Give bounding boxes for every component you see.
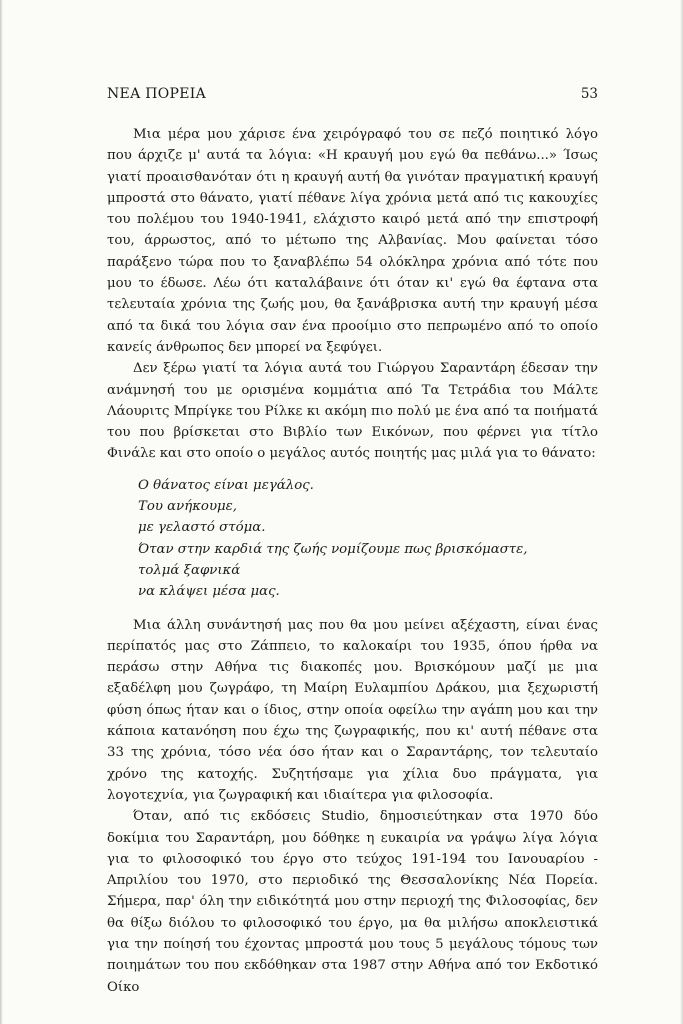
paragraph-1: Μια μέρα μου χάρισε ένα χειρόγραφό του σε πεζό ποιητικό λόγο που άρχιζε μ' αυτά τα λόγια: «Η κραυγή μου εγώ θα πεθάνω...» Ίσως γιατί προαισθανόταν ότι η κραυγή αυτή θα γινόταν πραγματική κραυγή μπροστά στο θάνατο, γιατί πέθανε λίγα χρόνια μετά από τις κακουχίες του πολέμου του 1940-1941, ελάχιστο καιρό μετά από την επιστροφή του, άρρωστος, από το μέτωπο της Αλβανίας. Μου φαίνεται τόσο παράξενο τώρα που το ξαναβλέπω 54 ολόκληρα χρόνια από τότε που μου το έδωσε. Λέω ότι καταλάβαινε ότι όταν κι' εγώ θα έφτανα στα τελευταία χρόνια της ζωής μου, θα ξανάβρισκα αυτή την κραυγή μέσα από τα δικά του λόγια σαν ένα προοίμιο στο πεπρωμένο από το οποίο κανείς άνθρωπος δεν μπορεί να ξεφύγει. bbox=[107, 127, 598, 355]
poem-line: να κλάψει μέσα μας. bbox=[138, 584, 280, 600]
paragraph-2: Δεν ξέρω γιατί τα λόγια αυτά του Γιώργου Σαραντάρη έδεσαν την ανάμνησή του με ορισμένα κομμάτια από Τα Τετράδια του Μάλτε Λάουριτς Μπρίγκε του Ρίλκε κι ακόμη πιο πολύ με ένα από τα ποιήματά του που βρίσκεται στο Βιβλίο των Εικόνων, που φέρνει για τίτλο Φινάλε και στο οποίο ο μεγάλος αυτός ποιητής μας μιλά για το θάνατο: bbox=[107, 361, 598, 462]
poem-line: τολμά ξαφνικά bbox=[138, 562, 241, 578]
running-head: ΝΕΑ ΠΟΡΕΙΑ bbox=[107, 86, 206, 102]
body-text bbox=[107, 124, 598, 998]
paragraph-3: Μια άλλη συνάντησή μας που θα μου μείνει αξέχαστη, είναι ένας περίπατός μας στο Ζάππειο, το καλοκαίρι του 1935, όπου ήρθα να περάσω στην Αθήνα τις διακοπές μου. Βρισκόμουν μαζί με μια εξαδέλφη μου ζωγράφο, τη Μαίρη Ευλαμπίου Δράκου, μια ξεχωριστή φύση όπως ήταν και ο ίδιος, στην οποία οφείλω την αγάπη μου και την κάποια κατανόηση που έχω της ζωγραφικής, που κι' αυτή πέθανε στα 33 της χρόνια, τόσο νέα όσο ήταν και ο Σαραντάρης, τον τελευταίο χρόνο της κατοχής. Συζητήσαμε για χίλια δυο πράγματα, για λογοτεχνία, για ζωγραφική και ιδιαίτερα για φιλοσοφία. bbox=[107, 617, 598, 803]
poem-line: με γελαστό στόμα. bbox=[138, 520, 266, 536]
page-header bbox=[107, 86, 598, 108]
page-number: 53 bbox=[580, 86, 598, 102]
page-edge-left bbox=[0, 0, 3, 1024]
poem-line: Ο θάνατος είναι μεγάλος. bbox=[138, 477, 314, 493]
paragraph-4: Όταν, από τις εκδόσεις Studio, δημοσιεύτηκαν στα 1970 δύο δοκίμια του Σαραντάρη, μου δόθηκε η ευκαιρία να γράψω λίγα λόγια για το φιλοσοφικό του έργο στο τεύχος 191-194 του Ιανουαρίου - Απριλίου του 1970, στο περιοδικό της Θεσσαλονίκης Νέα Πορεία. Σήμερα, παρ' όλη την ειδικότητά μου στην περιοχή της Φιλοσοφίας, δεν θα θίξω διόλου το φιλοσοφικό του έργο, μα θα μιλήσω αποκλειστικά για την ποίησή του έχοντας μπροστά μου τους 5 μεγάλους τόμους των ποιημάτων του που εκδόθηκαν στα 1987 στην Αθήνα από τον Εκδοτικό Οίκο bbox=[107, 809, 598, 995]
poem-line: Όταν στην καρδιά της ζωής νομίζουμε πως βρισκόμαστε, bbox=[138, 541, 528, 557]
poem-quote bbox=[138, 475, 598, 603]
poem-line: Του ανήκουμε, bbox=[138, 499, 238, 515]
